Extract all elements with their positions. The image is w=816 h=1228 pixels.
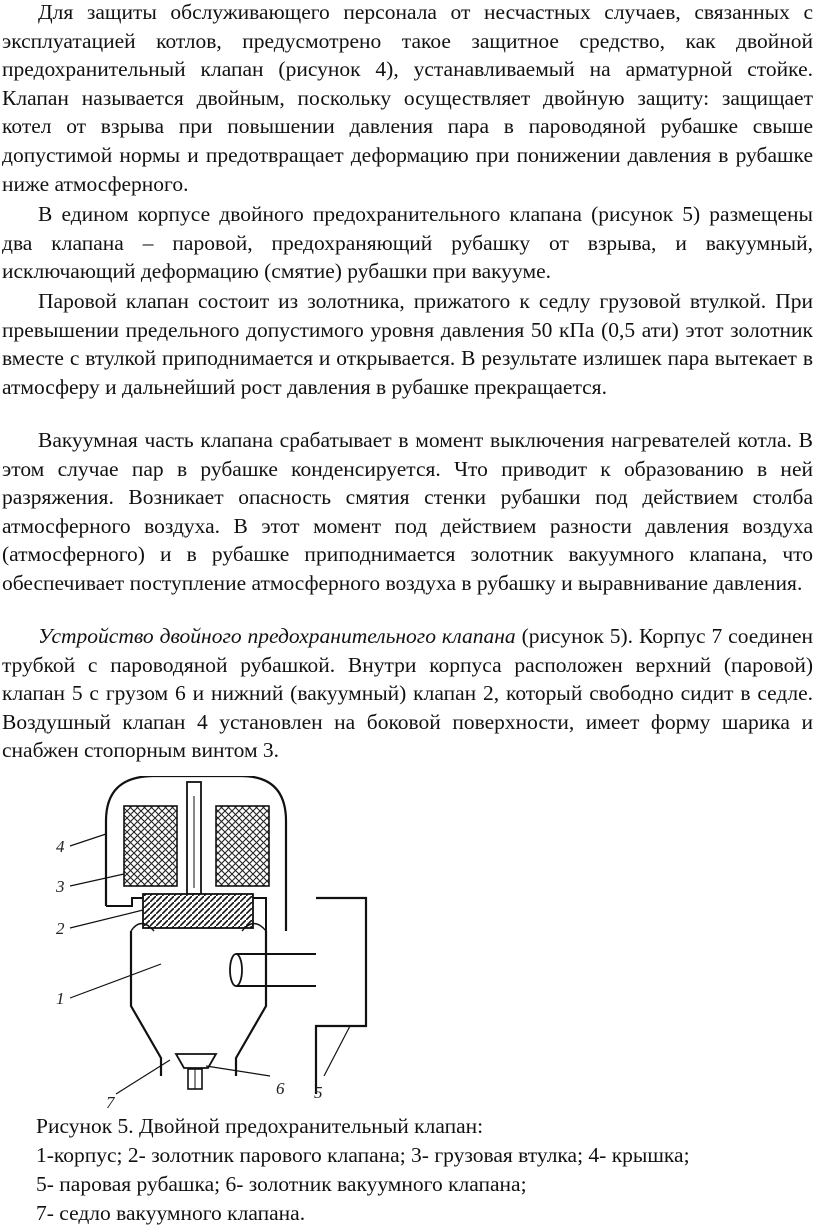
figure-caption-line-1: 1-корпус; 2- золотник парового клапана; 3- грузовая втулка; 4- крышка;: [36, 1143, 690, 1167]
valve-diagram: [36, 776, 406, 1116]
side-pipe-end: [230, 954, 242, 986]
label-2: 2: [56, 919, 65, 938]
weight-block-right: [216, 806, 269, 886]
label-3: 3: [56, 877, 65, 896]
paragraph-4: Вакуумная часть клапана срабатывает в момент выключения нагревателей котла. В этом случае пар в рубашке конденсируется. Что приводит к образованию в ней разряжения. Возникает опасность смятия стенки рубашки под действием столба атмосферного воздуха. В этот момент под действием разности давления воздуха (атмосферного) и в рубашке приподнимается золотник вакуумного клапана, что обеспечивает поступление атмосферного воздуха в рубашку и выравнивание давления.: [2, 428, 813, 595]
valve-body-left: [131, 931, 161, 1076]
paragraph-5: [2, 622, 813, 765]
vacuum-valve-seat: [176, 1054, 216, 1068]
weight-block-left: [124, 806, 177, 886]
figure-caption-title: Рисунок 5. Двойной предохранительный клапан:: [36, 1114, 484, 1138]
paragraph-2: В едином корпусе двойного предохранительного клапана (рисунок 5) размещены два клапана – паровой, предохраняющий рубашку от взрыва, и вакуумный, исключающий деформацию (смятие) рубашки при вакууме.: [2, 202, 813, 284]
paragraph-5-text: (рисунок 5). Корпус 7 соединен трубкой с пароводяной рубашкой. Внутри корпуса расположен верхний (паровой) клапан 5 с грузом 6 и нижний (вакуумный) клапан 2, который свободно сидит в седле. Воздушный клапан 4 установлен на боковой поверхности, имеет форму шарика и снабжен стопорным винтом 3.: [2, 624, 813, 763]
label-5: 5: [314, 1083, 323, 1102]
label-6: 6: [276, 1079, 285, 1098]
steam-jacket: [316, 898, 366, 1094]
label-1: 1: [56, 989, 65, 1008]
label-7: 7: [106, 1093, 115, 1112]
paragraph-3: Паровой клапан состоит из золотника, прижатого к седлу грузовой втулкой. При превышении предельного допустимого уровня давления 50 кПа (0,5 ати) этот золотник вместе с втулкой приподнимается и открывается. В результате излишек пара вытекает в атмосферу и дальнейший рост давления в рубашке прекращается.: [2, 289, 813, 399]
steam-valve-disc: [143, 894, 253, 928]
label-4: 4: [56, 837, 65, 856]
paragraph-5-italic-heading: Устройство двойного предохранительного клапана: [38, 624, 516, 648]
valve-drawing: [36, 776, 406, 1116]
figure-caption-line-3: 7- седло вакуумного клапана.: [36, 1201, 306, 1225]
valve-body-right: [236, 931, 266, 1076]
figure-caption-line-2: 5- паровая рубашка; 6- золотник вакуумного клапана;: [36, 1172, 527, 1196]
paragraph-1: Для защиты обслуживающего персонала от несчастных случаев, связанных с эксплуатацией котлов, предусмотрено такое защитное средство, как двойной предохранительный клапан (рисунок 4), устанавливаемый на арматурной стойке. Клапан называется двойным, поскольку осуществляет двойную защиту: защищает котел от взрыва при повышении давления пара в пароводяной рубашке свыше допустимой нормы и предотвращает деформацию при понижении давления в рубашке ниже атмосферного.: [2, 0, 813, 196]
